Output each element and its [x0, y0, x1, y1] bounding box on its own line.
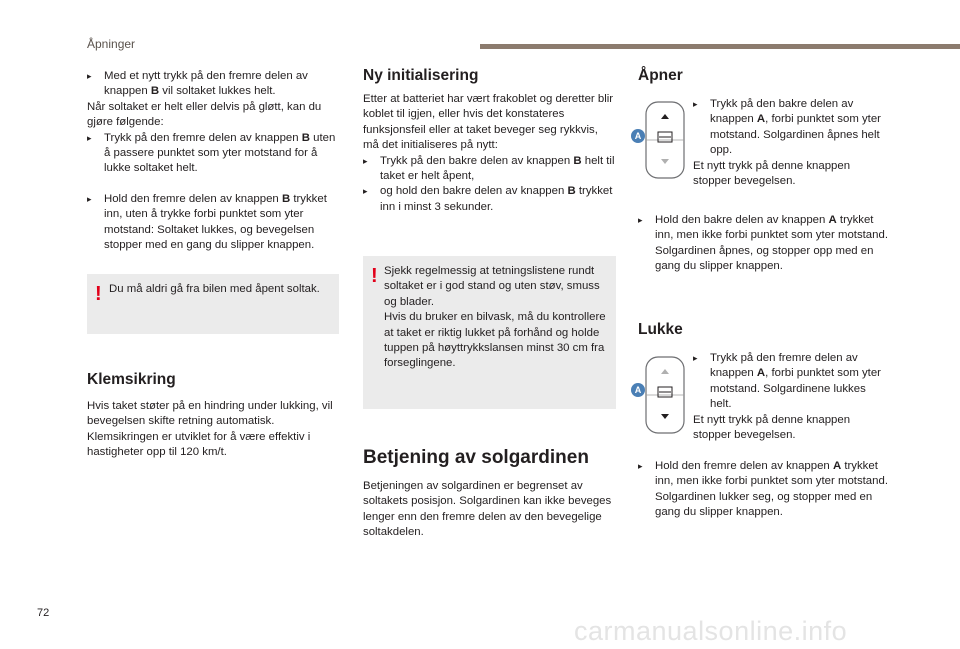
bullet-arrow-icon: ▸	[638, 461, 643, 471]
lukke-heading: Lukke	[638, 321, 683, 338]
exclamation-icon: !	[95, 283, 102, 305]
bullet-arrow-icon: ▸	[363, 155, 368, 166]
paragraph: Når soltaket er helt eller delvis på gløtt, kan du gjøre følgende:	[87, 100, 322, 129]
paragraph: Betjeningen av solgardinen er begrenset av soltakets posisjon. Solgardinen kan ikke beveges lenger enn den fremre delen av den bevegelige soltakdelen.	[363, 480, 612, 539]
bullet-item: ▸ Trykk på den bakre delen av knappen B helt til taket er helt åpent,	[363, 154, 615, 183]
column-3-open-2	[638, 213, 890, 275]
bullet-item: ▸ Trykk på den fremre delen av knappen A, forbi punktet som yter motstand. Solgardinene lukkes helt.	[693, 352, 881, 411]
paragraph: Et nytt trykk på denne knappen stopper bevegelsen.	[693, 159, 851, 188]
initialisering-heading: Ny initialisering	[363, 67, 479, 84]
bullet-arrow-icon: ▸	[87, 193, 92, 204]
paragraph: Et nytt trykk på denne knappen stopper bevegelsen.	[693, 413, 851, 442]
bullet-arrow-icon: ▸	[87, 132, 92, 143]
bullet-arrow-icon: ▸	[693, 353, 698, 363]
bullet-item: ▸ Hold den fremre delen av knappen A trykket inn, men ikke forbi punktet som yter motstand. Solgardinen lukker seg, og stopper med en gang du slipper knappen.	[638, 460, 888, 519]
bullet-item: ▸ og hold den bakre delen av knappen B trykket inn i minst 3 sekunder.	[363, 185, 613, 213]
klemsikring-heading: Klemsikring	[87, 371, 176, 388]
badge-label: A	[634, 131, 642, 141]
bullet-arrow-icon: ▸	[638, 215, 643, 225]
column-2-lower	[363, 446, 616, 541]
solgardin-heading: Betjening av solgardinen	[363, 447, 589, 468]
column-2	[363, 66, 616, 215]
warning-text: Du må aldri gå fra bilen med åpent soltak.	[109, 283, 320, 295]
section-title: Åpninger	[87, 37, 136, 51]
bullet-item: ▸ Trykk på den fremre delen av knappen B uten å passere punktet som yter motstand for å lukke soltaket helt.	[87, 131, 336, 175]
column-3-close-2	[638, 459, 890, 521]
bullet-item: ▸ Hold den bakre delen av knappen A trykket inn, men ikke forbi punktet som yter motstand. Solgardinen åpnes, og stopper opp med en gang du slipper knappen.	[638, 214, 888, 273]
paragraph: Hvis taket støter på en hindring under lukking, vil bevegelsen skifte retning automatisk. Klemsikringen er utviklet for å være effektiv i hastigheter opp til 120 km/t.	[87, 400, 333, 459]
bullet-item: ▸ Med et nytt trykk på den fremre delen av knappen B vil soltaket lukkes helt.	[87, 70, 308, 98]
warning-box	[363, 256, 616, 409]
bullet-arrow-icon: ▸	[693, 99, 698, 109]
badge-label: A	[634, 385, 642, 395]
warning-box	[87, 274, 339, 334]
bullet-arrow-icon: ▸	[87, 71, 92, 81]
warning-text: Sjekk regelmessig at tetningslistene rundt soltaket er i god stand og uten støv, smuss og blader. Hvis du bruker en bilvask, må du kontrollere at taket er riktig lukket på forhånd og holde tuppen på høyttrykkslansen minst 30 cm fra forseglingene.	[384, 265, 606, 370]
column-3-open	[693, 97, 883, 189]
watermark: carmanualsonline.info	[574, 616, 848, 646]
column-1-lower	[87, 370, 339, 461]
apner-heading: Åpner	[638, 67, 683, 84]
bullet-item: ▸ Trykk på den bakre delen av knappen A, forbi punktet som yter motstand. Solgardinen åpnes helt opp.	[693, 98, 881, 157]
column-3-close	[693, 351, 883, 443]
bullet-item: ▸ Hold den fremre delen av knappen B trykket inn, uten å trykke forbi punktet som yter motstand: Soltaket lukkes, og bevegelsen stopper med en gang du slipper knappen.	[87, 192, 327, 252]
header-bar	[480, 44, 960, 49]
bullet-arrow-icon: ▸	[363, 186, 368, 197]
page-number: 72	[37, 607, 50, 619]
column-1	[87, 69, 339, 253]
paragraph: Etter at batteriet har vært frakoblet og deretter blir koblet til igjen, eller hvis det konstateres funksjonsfeil eller at taket beveger seg rykkvis, må det initialiseres på nytt:	[363, 93, 614, 152]
exclamation-icon: !	[371, 265, 378, 287]
